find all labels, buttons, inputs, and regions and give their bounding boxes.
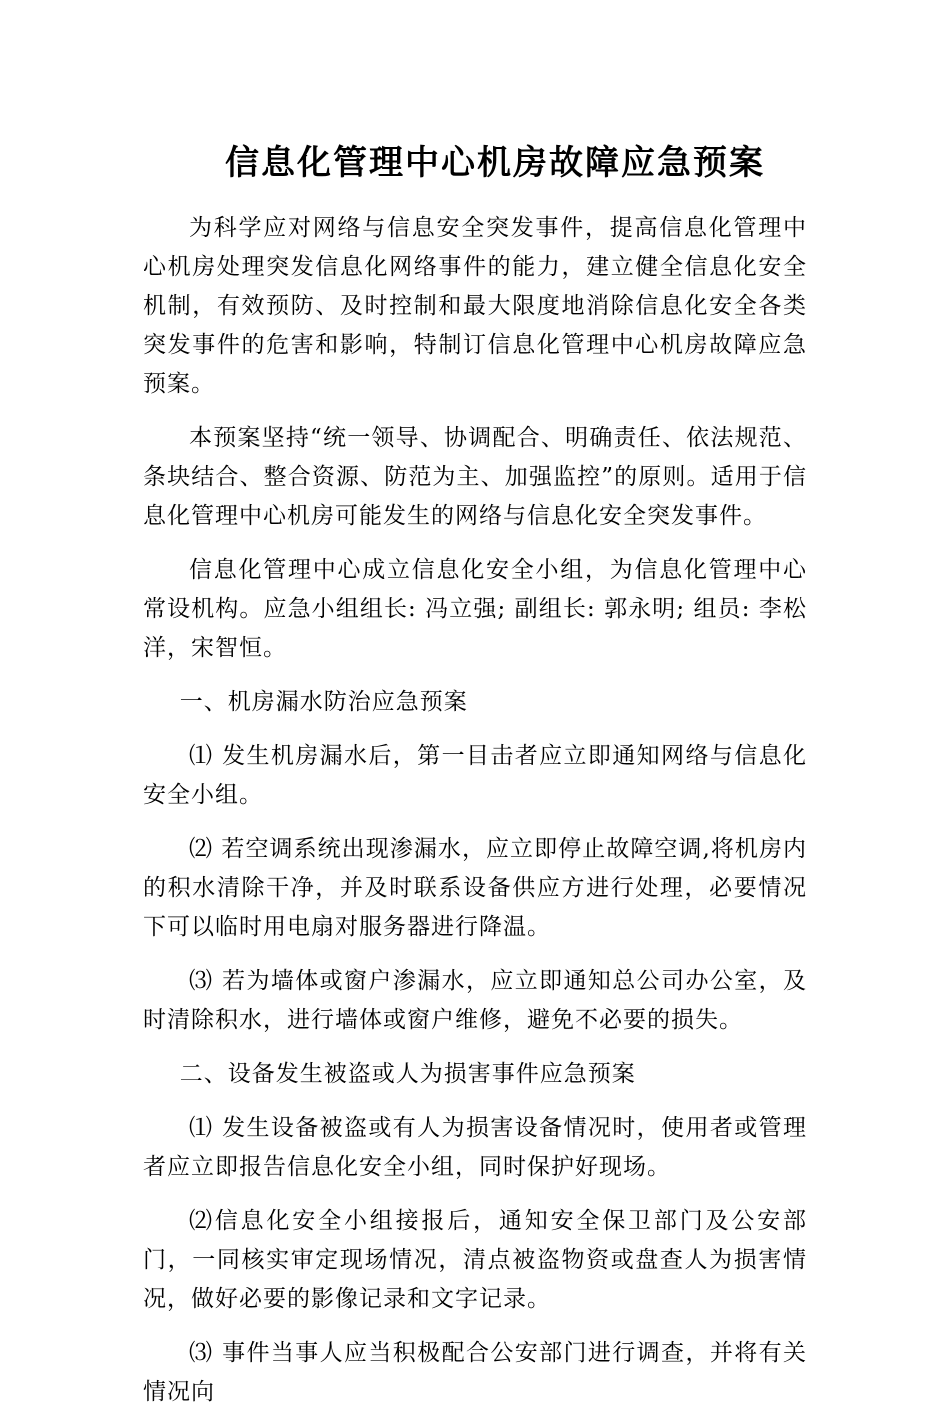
paragraph-theft-item-3: ⑶ 事件当事人应当积极配合公安部门进行调查，并将有关情况向 xyxy=(143,1340,807,1405)
section-heading-theft-damage: 二、设备发生被盗或人为损害事件应急预案 xyxy=(179,1061,636,1087)
section-heading-water-leak: 一、机房漏水防治应急预案 xyxy=(179,689,468,715)
paragraph-intro: 为科学应对网络与信息安全突发事件，提高信息化管理中心机房处理突发信息化网络事件的能力，建立健全信息化安全机制，有效预防、及时控制和最大限度地消除信息化安全各类突发事件的危害和影响，特制订信息化管理中心机房故障应急预案。 xyxy=(143,215,807,397)
paragraph-team: 信息化管理中心成立信息化安全小组，为信息化管理中心常设机构。应急小组组长: 冯立强; 副组长: 郭永明; 组员: 李松洋，宋智恒。 xyxy=(143,557,807,661)
paragraph-principles: 本预案坚持“统一领导、协调配合、明确责任、依法规范、条块结合、整合资源、防范为主、加强监控”的原则。适用于信息化管理中心机房可能发生的网络与信息化安全突发事件。 xyxy=(143,425,807,529)
paragraph-leak-item-3: ⑶ 若为墙体或窗户渗漏水，应立即通知总公司办公室，及时清除积水，进行墙体或窗户维修，避免不必要的损失。 xyxy=(143,968,807,1033)
document-body xyxy=(143,209,807,1427)
paragraph-leak-item-1: ⑴ 发生机房漏水后，第一目击者应立即通知网络与信息化安全小组。 xyxy=(143,743,807,808)
paragraph-leak-item-2: ⑵ 若空调系统出现渗漏水，应立即停止故障空调,将机房内的积水清除干净，并及时联系设备供应方进行处理，必要情况下可以临时用电扇对服务器进行降温。 xyxy=(143,836,807,940)
paragraph-theft-item-2: ⑵信息化安全小组接报后，通知安全保卫部门及公安部门，一同核实审定现场情况，清点被盗物资或盘查人为损害情况，做好必要的影像记录和文字记录。 xyxy=(143,1208,807,1312)
document-title: 信息化管理中心机房故障应急预案 xyxy=(225,143,765,183)
paragraph-theft-item-1: ⑴ 发生设备被盗或有人为损害设备情况时，使用者或管理者应立即报告信息化安全小组，同时保护好现场。 xyxy=(143,1115,807,1180)
